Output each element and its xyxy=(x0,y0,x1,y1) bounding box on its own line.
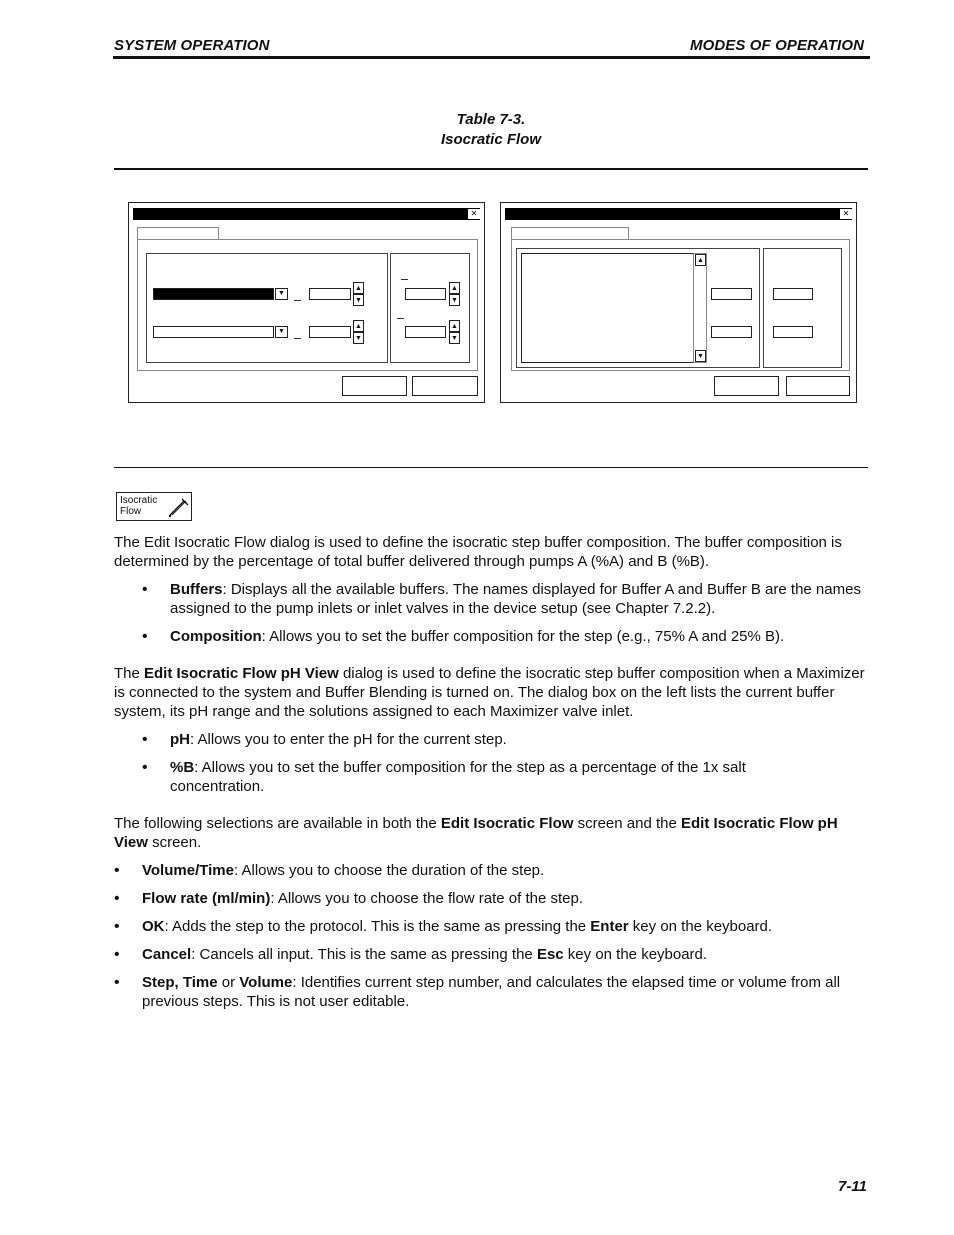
text-run: screen and the xyxy=(573,815,681,832)
bullet-cancel xyxy=(142,945,870,964)
spin-down-icon[interactable]: ▼ xyxy=(353,294,364,306)
bullet-term: OK xyxy=(142,918,165,935)
ph-field[interactable] xyxy=(711,288,752,300)
bullet-text: or xyxy=(217,974,240,991)
dialog-tab[interactable] xyxy=(137,227,219,239)
table-bottom-rule xyxy=(114,467,868,468)
table-caption-title: Isocratic Flow xyxy=(440,131,542,148)
bullet-text: : Cancels all input. This is the same as pressing the xyxy=(191,946,537,963)
step-settings-group xyxy=(763,248,842,368)
bullet-buffers xyxy=(170,580,872,618)
text-run: The xyxy=(114,665,145,682)
bullet-text: : Allows you to set the buffer composition for the step (e.g., 75% A and 25% B). xyxy=(261,628,785,645)
bullet-term: %B xyxy=(170,759,195,776)
chevron-down-icon[interactable]: ▼ xyxy=(275,288,288,300)
header-rule xyxy=(113,56,870,59)
bullet-term: Flow rate (ml/min) xyxy=(142,890,271,907)
buffer-system-list[interactable] xyxy=(521,253,707,363)
volume-time-field[interactable] xyxy=(405,288,446,300)
bullet: • xyxy=(142,628,148,645)
close-icon[interactable]: ✕ xyxy=(840,209,852,219)
bullet-term: Step, Time xyxy=(142,974,218,991)
spin-down-icon[interactable]: ▼ xyxy=(353,332,364,344)
intro-paragraph: The Edit Isocratic Flow dialog is used to define the isocratic step buffer composition. The buffer composition is determined by the percentage of total buffer delivered through pumps A (%A) and B (%B). xyxy=(114,534,842,570)
bullet-text: : Displays all the available buffers. The names displayed for Buffer A and Buffer B are the names assigned to the pump inlets or inlet valves in the device setup (see Chapter 7.2.2). xyxy=(170,581,861,617)
bullet-text: : Adds the step to the protocol. This is the same as pressing the xyxy=(164,918,591,935)
bullet: • xyxy=(114,890,120,907)
icon-label-line2: Flow xyxy=(120,506,142,517)
percent-b-field[interactable] xyxy=(309,326,351,338)
spin-down-icon[interactable]: ▼ xyxy=(449,294,460,306)
label-placeholder xyxy=(401,279,408,280)
dropper-icon xyxy=(167,496,189,518)
spin-down-icon[interactable]: ▼ xyxy=(449,332,460,344)
bullet-text: key on the keyboard. xyxy=(563,946,708,963)
flow-rate-field[interactable] xyxy=(773,326,813,338)
text-run-bold: Edit Isocratic Flow xyxy=(440,815,574,832)
bullet: • xyxy=(142,759,148,776)
spin-up-icon[interactable]: ▲ xyxy=(353,282,364,294)
buffer-a-select[interactable] xyxy=(153,288,274,300)
list-scrollbar[interactable] xyxy=(693,253,707,363)
running-header-left: SYSTEM OPERATION xyxy=(114,37,270,54)
ok-button[interactable] xyxy=(342,376,407,396)
bullet: • xyxy=(114,946,120,963)
spin-up-icon[interactable]: ▲ xyxy=(353,320,364,332)
ph-view-paragraph xyxy=(114,664,870,721)
bullet-text: : Identifies current step number, and calculates the elapsed time or volume from all previous steps. This is not user editable. xyxy=(142,974,841,1010)
bullet-text: : Allows you to choose the flow rate of the step. xyxy=(270,890,584,907)
ok-button[interactable] xyxy=(714,376,779,396)
table-top-rule xyxy=(114,168,868,170)
dialog-tab[interactable] xyxy=(511,227,629,239)
dialog-titlebar xyxy=(505,208,852,220)
common-selections-paragraph xyxy=(114,814,870,852)
edit-isocratic-flow-dialog xyxy=(128,202,485,403)
icon-label xyxy=(120,495,157,517)
bullet: • xyxy=(142,581,148,598)
bullet-percent-b xyxy=(170,758,810,796)
flow-rate-field[interactable] xyxy=(405,326,446,338)
spin-up-icon[interactable]: ▲ xyxy=(449,320,460,332)
text-run-bold: Edit Isocratic Flow pH View xyxy=(144,665,339,682)
label-placeholder xyxy=(294,338,301,339)
text-run: dialog is used to define the isocratic step buffer composition when a Maximizer is connected to the system and Buffer Blending is turned on. The dialog box on the left lists the current buffer system, its pH range and the solutions assigned to each Maximizer valve inlet. xyxy=(114,665,865,720)
page-number: 7-11 xyxy=(838,1178,867,1195)
bullet-text: : Allows you to enter the pH for the current step. xyxy=(190,731,507,748)
text-run: The following selections are available in both the xyxy=(114,815,441,832)
isocratic-flow-icon-button xyxy=(116,492,192,521)
buffers-group xyxy=(146,253,388,363)
bullet-term: Buffers xyxy=(170,581,223,598)
edit-isocratic-flow-ph-view-dialog xyxy=(500,202,857,403)
table-caption-number: Table 7-3. xyxy=(456,111,526,128)
bullet-term: Cancel xyxy=(142,946,192,963)
bullet-term: pH xyxy=(170,731,190,748)
percent-a-field[interactable] xyxy=(309,288,351,300)
bullet-term: Enter xyxy=(590,918,629,935)
bullet-term: Composition xyxy=(170,628,262,645)
bullet-composition xyxy=(170,627,872,646)
bullet: • xyxy=(114,974,120,991)
close-icon[interactable]: ✕ xyxy=(468,209,480,219)
icon-label-line1: Isocratic xyxy=(120,495,158,506)
label-placeholder xyxy=(294,300,301,301)
bullet-volume-time xyxy=(142,861,870,880)
cancel-button[interactable] xyxy=(786,376,850,396)
text-run: screen. xyxy=(147,834,202,851)
spin-up-icon[interactable]: ▲ xyxy=(449,282,460,294)
bullet-text: : Allows you to choose the duration of the step. xyxy=(233,862,545,879)
bullet-text: : Allows you to set the buffer composition for the step as a percentage of the 1x salt concentration. xyxy=(170,759,746,795)
composition-group xyxy=(390,253,470,363)
bullet: • xyxy=(114,918,120,935)
bullet: • xyxy=(114,862,120,879)
chevron-down-icon[interactable]: ▼ xyxy=(275,326,288,338)
dialog-titlebar xyxy=(133,208,480,220)
label-placeholder xyxy=(397,318,404,319)
bullet-term: Esc xyxy=(536,946,564,963)
text-run-bold: Edit Isocratic Flow pH View xyxy=(114,815,838,851)
bullet-step-time-volume xyxy=(142,973,870,1011)
bullet-ph xyxy=(170,730,872,749)
bullet-term: Volume/Time xyxy=(142,862,234,879)
buffer-b-select[interactable] xyxy=(153,326,274,338)
percent-b-field[interactable] xyxy=(711,326,752,338)
scroll-up-icon[interactable]: ▲ xyxy=(695,254,706,266)
bullet-text: key on the keyboard. xyxy=(628,918,773,935)
bullet-ok xyxy=(142,917,870,936)
bullet-flow-rate xyxy=(142,889,870,908)
cancel-button[interactable] xyxy=(412,376,478,396)
bullet: • xyxy=(142,731,148,748)
volume-time-field[interactable] xyxy=(773,288,813,300)
scroll-down-icon[interactable]: ▼ xyxy=(695,350,706,362)
bullet-term: Volume xyxy=(239,974,293,991)
running-header-right: MODES OF OPERATION xyxy=(690,37,865,54)
